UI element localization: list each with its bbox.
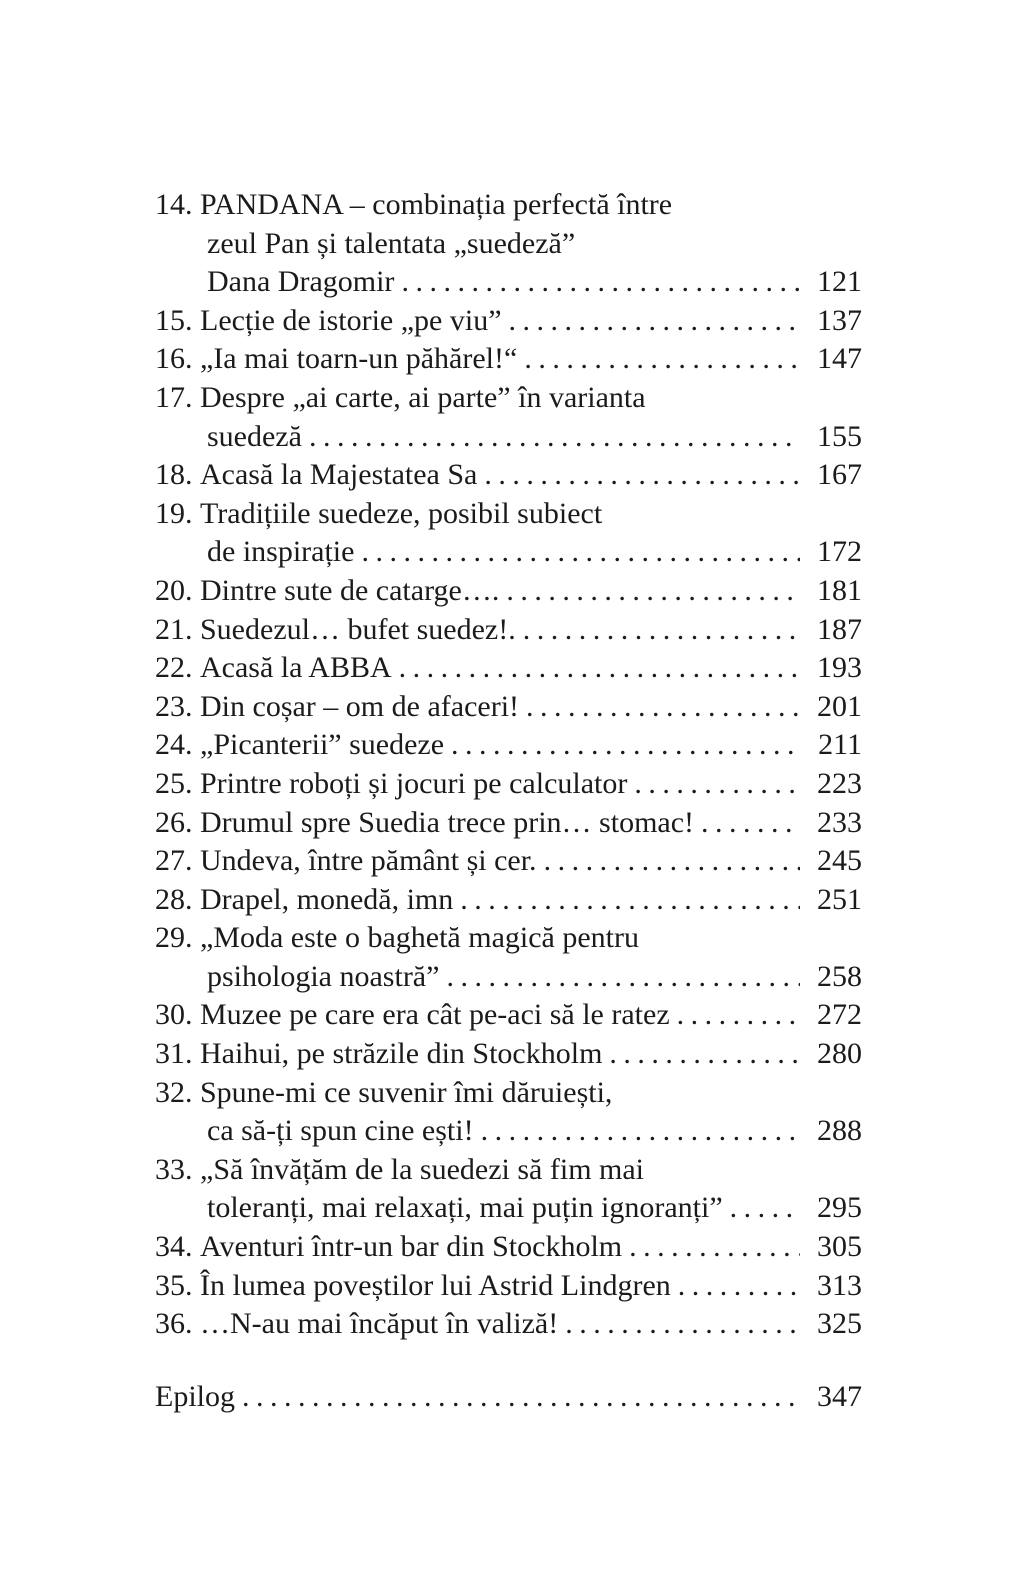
entry-title: toleranți, mai relaxați, mai puțin ignoranți” (207, 1191, 723, 1225)
dot-leader (242, 1378, 800, 1417)
entry-number: 34. (155, 1230, 193, 1264)
toc-entry (155, 881, 862, 920)
page-number: 245 (817, 844, 862, 878)
toc-entry (155, 379, 862, 456)
dot-leader (460, 881, 800, 920)
dot-leader (526, 688, 800, 727)
entry-number: 23. (155, 689, 193, 723)
entry-title: Lecție de istorie „pe viu” (200, 303, 502, 337)
entry-body (200, 1151, 862, 1228)
page-number: 147 (817, 342, 862, 376)
page-number: 211 (818, 728, 862, 762)
dot-leader (678, 1267, 800, 1306)
dot-leader (484, 456, 800, 495)
dot-leader (634, 765, 800, 804)
toc-entry (155, 996, 862, 1035)
toc-entry (155, 919, 862, 996)
entry-body (200, 996, 862, 1035)
toc-entry (155, 1035, 862, 1074)
page-number: 121 (817, 265, 862, 299)
entry-title: Dana Dragomir (207, 265, 395, 299)
entry-number: 16. (155, 342, 193, 376)
dot-leader (524, 340, 800, 379)
entry-body (200, 302, 862, 341)
entry-body (155, 1378, 862, 1417)
page-number: 325 (817, 1307, 862, 1341)
toc-entry (155, 726, 862, 765)
toc-entry (155, 495, 862, 572)
entry-number: 27. (155, 844, 193, 878)
entry-title: Dintre sute de catarge…. (200, 573, 500, 607)
entry-number: 22. (155, 651, 193, 685)
page-number: 201 (817, 689, 862, 723)
entry-title-line: Spune-mi ce suvenir îmi dăruiești, (200, 1075, 613, 1109)
entry-last-line (200, 958, 862, 997)
dot-leader (481, 1112, 800, 1151)
toc-entry (155, 340, 862, 379)
toc-entry (155, 302, 862, 341)
toc-entry (155, 1228, 862, 1267)
entry-body (200, 1267, 862, 1306)
entry-last-line (200, 1189, 862, 1228)
entry-number: 14. (155, 188, 193, 221)
entry-body (200, 1074, 862, 1151)
entry-last-line (200, 1035, 862, 1074)
dot-leader (609, 1035, 800, 1074)
entry-number: 28. (155, 882, 193, 916)
entry-last-line (200, 1228, 862, 1267)
entry-body (200, 572, 862, 611)
toc-entry (155, 1378, 862, 1417)
entry-number: 25. (155, 766, 193, 800)
entry-last-line (155, 1378, 862, 1417)
entry-last-line (200, 842, 862, 881)
entry-number: 18. (155, 458, 193, 492)
dot-leader (544, 842, 800, 881)
entry-body (200, 340, 862, 379)
entry-body (200, 379, 862, 456)
page-number: 313 (817, 1268, 862, 1302)
entry-number: 33. (155, 1152, 193, 1186)
toc-entry (155, 804, 862, 843)
entry-last-line (200, 572, 862, 611)
entry-body (200, 1228, 862, 1267)
entry-last-line (200, 1305, 862, 1344)
entry-last-line (200, 1112, 862, 1151)
toc-entry (155, 765, 862, 804)
entry-number: 31. (155, 1037, 193, 1071)
entry-body (200, 726, 862, 765)
entry-number: 26. (155, 805, 193, 839)
entry-title: Haihui, pe străzile din Stockholm (200, 1037, 603, 1071)
toc-entry (155, 1267, 862, 1306)
dot-leader (677, 996, 800, 1035)
entry-body (200, 881, 862, 920)
entry-last-line (200, 996, 862, 1035)
entry-last-line (200, 340, 862, 379)
entry-number: 29. (155, 921, 193, 955)
entry-title: Aventuri într-un bar din Stockholm (200, 1230, 623, 1264)
dot-leader (309, 418, 800, 457)
toc-entry (155, 1151, 862, 1228)
page-number: 295 (817, 1191, 862, 1225)
dot-leader (565, 1305, 800, 1344)
entry-body (200, 495, 862, 572)
entry-last-line (200, 726, 862, 765)
entry-title: suedeză (207, 419, 302, 453)
entry-title: Undeva, între pământ și cer. (200, 844, 537, 878)
entry-last-line (200, 263, 862, 302)
page-number: 233 (817, 805, 862, 839)
toc-entry (155, 842, 862, 881)
entry-number: 32. (155, 1075, 193, 1109)
dot-leader (701, 804, 800, 843)
entry-title: Muzee pe care era cât pe-aci să le ratez (200, 998, 670, 1032)
entry-title: „Picanterii” suedeze (200, 728, 445, 762)
toc-entry (155, 186, 862, 302)
entry-title: Printre roboți și jocuri pe calculator (200, 766, 628, 800)
entry-last-line (200, 1267, 862, 1306)
entry-number: 15. (155, 303, 193, 337)
entry-title-line: Tradițiile suedeze, posibil subiect (200, 496, 603, 530)
page-number: 137 (817, 303, 862, 337)
entry-body (200, 1035, 862, 1074)
page-number: 172 (817, 535, 862, 569)
entry-title: Drapel, monedă, imn (200, 882, 454, 916)
entry-title: În lumea poveștilor lui Astrid Lindgren (200, 1268, 671, 1302)
page-number: 181 (817, 573, 862, 607)
page-number: 251 (817, 882, 862, 916)
entry-body (200, 649, 862, 688)
toc-entry (155, 649, 862, 688)
entry-title-line: Despre „ai carte, ai parte” în varianta (200, 380, 646, 414)
entry-number: 19. (155, 496, 193, 530)
entry-last-line (200, 418, 862, 457)
page-number: 272 (817, 998, 862, 1032)
entry-title: ca să-ți spun cine ești! (207, 1114, 474, 1148)
page-number: 193 (817, 651, 862, 685)
entry-last-line (200, 688, 862, 727)
entry-last-line (200, 804, 862, 843)
toc-entry (155, 572, 862, 611)
entry-last-line (200, 456, 862, 495)
entry-number: 24. (155, 728, 193, 762)
dot-leader (361, 533, 800, 572)
page-number: 280 (817, 1037, 862, 1071)
entry-title: Drumul spre Suedia trece prin… stomac! (200, 805, 695, 839)
table-of-contents (155, 186, 862, 1416)
page-number: 155 (817, 419, 862, 453)
entry-title-line: „Să învățăm de la suedezi să fim mai (200, 1152, 645, 1186)
entry-title: Epilog (155, 1379, 235, 1413)
entry-title-line: PANDANA – combinația perfectă între (200, 188, 673, 221)
entry-last-line (200, 649, 862, 688)
page-number: 223 (817, 766, 862, 800)
entry-body (200, 842, 862, 881)
dot-leader (506, 572, 800, 611)
entry-number: 21. (155, 612, 193, 646)
dot-leader (399, 649, 800, 688)
page-number: 288 (817, 1114, 862, 1148)
entry-number: 36. (155, 1307, 193, 1341)
entry-title-line: zeul Pan și talentata „suedeză” (207, 226, 576, 260)
entry-title: Suedezul… bufet suedez!. (200, 612, 516, 646)
dot-leader (730, 1189, 800, 1228)
page-number: 187 (817, 612, 862, 646)
entry-number: 35. (155, 1268, 193, 1302)
entry-body (200, 456, 862, 495)
entry-title: …N-au mai încăput în valiză! (200, 1307, 559, 1341)
entry-number: 20. (155, 573, 193, 607)
entry-number: 30. (155, 998, 193, 1032)
entry-last-line (200, 611, 862, 650)
entry-body (200, 611, 862, 650)
dot-leader (629, 1228, 800, 1267)
dot-leader (509, 302, 800, 341)
entry-body (200, 1305, 862, 1344)
entry-last-line (200, 533, 862, 572)
entry-title-line: „Moda este o baghetă magică pentru (200, 921, 639, 955)
toc-entry (155, 1305, 862, 1344)
page-number: 305 (817, 1230, 862, 1264)
entry-body (200, 804, 862, 843)
entry-title: Din coșar – om de afaceri! (200, 689, 520, 723)
dot-leader (446, 958, 800, 997)
entry-last-line (200, 302, 862, 341)
entry-body (200, 919, 862, 996)
dot-leader (451, 726, 800, 765)
entry-body (200, 186, 862, 302)
page-number: 258 (817, 959, 862, 993)
entry-title: Acasă la ABBA (200, 651, 392, 685)
toc-entry (155, 688, 862, 727)
entry-body (200, 688, 862, 727)
toc-entry (155, 611, 862, 650)
page-number: 167 (817, 458, 862, 492)
toc-entry (155, 456, 862, 495)
dot-leader (523, 611, 800, 650)
page-number: 347 (817, 1379, 862, 1413)
entry-title: Acasă la Majestatea Sa (200, 458, 478, 492)
entry-body (200, 765, 862, 804)
entry-number: 17. (155, 380, 193, 414)
dot-leader (401, 263, 800, 302)
entry-title: psihologia noastră” (207, 959, 440, 993)
entry-title: de inspirație (207, 535, 355, 569)
toc-entry (155, 1074, 862, 1151)
entry-last-line (200, 881, 862, 920)
entry-title: „Ia mai toarn-un păhărel!“ (200, 342, 518, 376)
entry-last-line (200, 765, 862, 804)
